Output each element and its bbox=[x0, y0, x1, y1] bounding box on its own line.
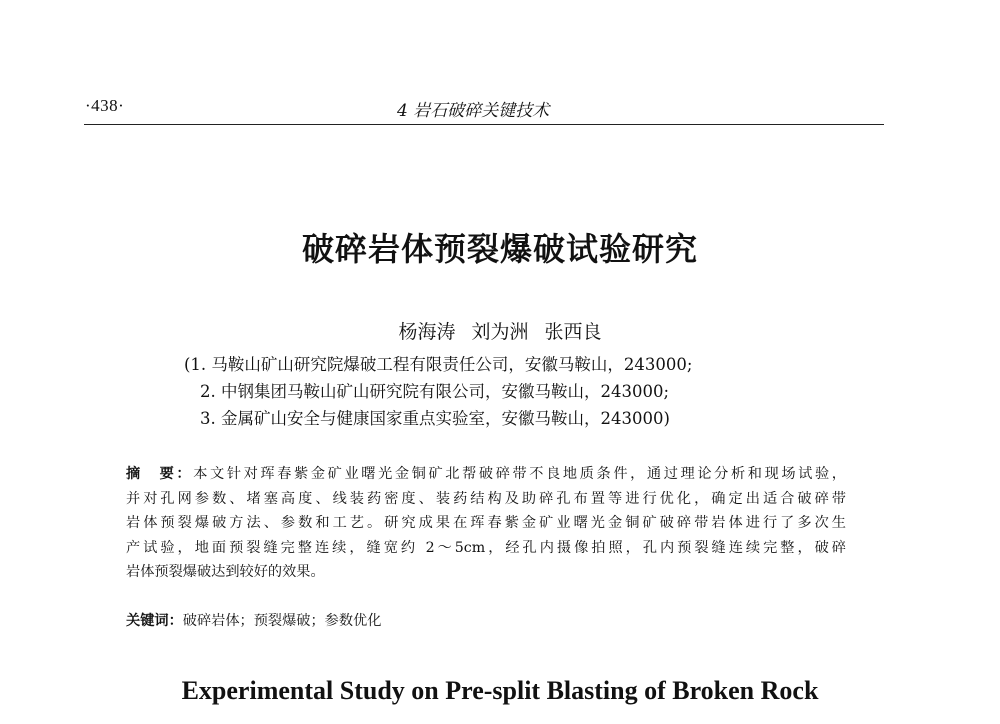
abstract-label: 摘 要： bbox=[126, 466, 194, 482]
abstract-line: 产试验，地面预裂缝完整连续，缝宽约 2～5cm，经孔内摄像拍照，孔内预裂缝连续完整，破碎 bbox=[126, 539, 846, 556]
affiliation-3: 3. 金属矿山安全与健康国家重点实验室，安徽马鞍山，243000) bbox=[200, 409, 670, 428]
keywords-label: 关键词： bbox=[126, 613, 183, 629]
page-number: ·438· bbox=[85, 96, 125, 115]
affiliation-1: (1. 马鞍山矿山研究院爆破工程有限责任公司，安徽马鞍山，243000; bbox=[184, 355, 693, 374]
chapter-header: 4 岩石破碎关键技术 bbox=[397, 101, 550, 121]
abstract-line bbox=[126, 462, 846, 487]
authors: 杨海涛 刘为洲 张西良 bbox=[398, 321, 602, 343]
abstract-line: 岩体预裂爆破方法、参数和工艺。研究成果在珲春紫金矿业曙光金铜矿破碎带岩体进行了多次生 bbox=[126, 515, 846, 532]
paper-title: 破碎岩体预裂爆破试验研究 bbox=[301, 230, 698, 268]
abstract bbox=[126, 462, 846, 585]
abstract-line: 并对孔网参数、堵塞高度、线装药密度、装药结构及助碎孔布置等进行优化，确定出适合破碎带 bbox=[126, 490, 846, 507]
abstract-line: 岩体预裂爆破达到较好的效果。 bbox=[126, 564, 325, 581]
english-title: Experimental Study on Pre-split Blasting of Broken Rock bbox=[181, 676, 819, 705]
header-rule bbox=[84, 124, 884, 125]
abstract-text: 本文针对珲春紫金矿业曙光金铜矿北帮破碎带不良地质条件，通过理论分析和现场试验， bbox=[193, 466, 846, 482]
affiliation-2: 2. 中钢集团马鞍山矿山研究院有限公司，安徽马鞍山，243000; bbox=[200, 382, 670, 401]
keywords-text: 破碎岩体；预裂爆破；参数优化 bbox=[182, 613, 382, 629]
keywords bbox=[126, 610, 381, 630]
